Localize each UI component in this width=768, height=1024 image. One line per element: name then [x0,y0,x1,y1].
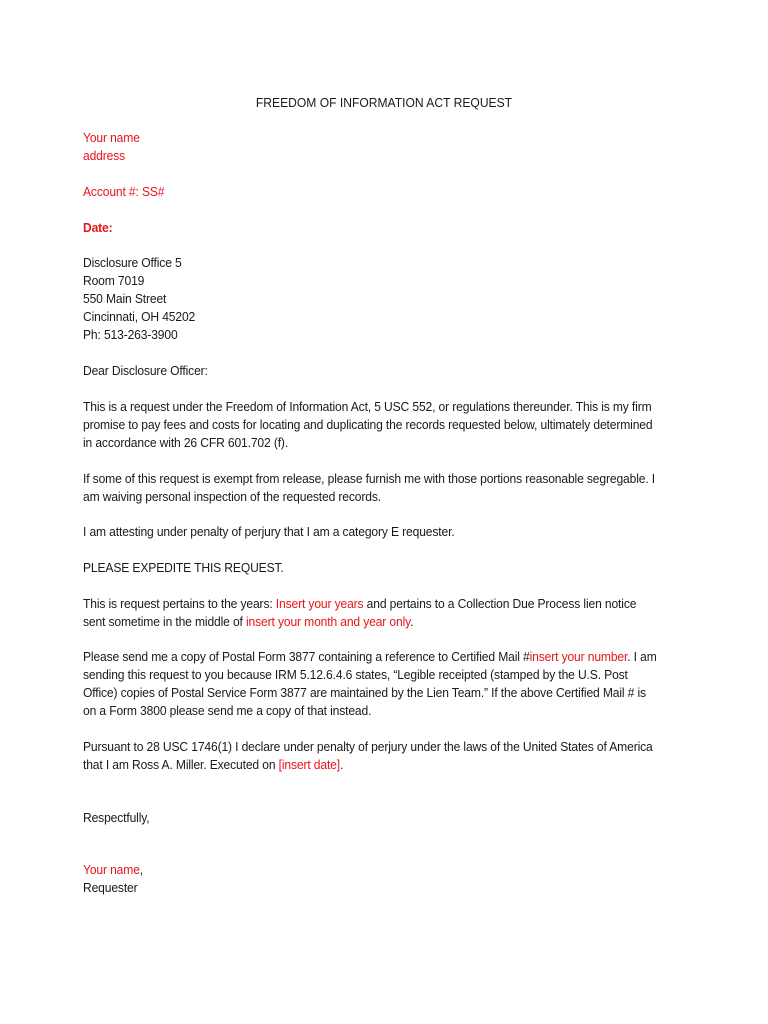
date-placeholder: [insert date] [278,757,340,772]
postal-text: . I am [627,649,657,664]
signature-comma: , [139,862,144,877]
declaration-text: . [339,757,344,772]
paragraph-attest: I am attesting under penalty of perjury that I am a category E requester. [83,524,455,539]
month-year-placeholder: insert your month and year only [246,614,411,629]
recipient-line-city: Cincinnati, OH 45202 [83,309,196,324]
paragraph-postal-line: sending this request to you because IRM 5.12.6.4.6 states, “Legible receipted (stamped by the U.S. Post [83,667,628,682]
paragraph-exempt-line: If some of this request is exempt from release, please furnish me with those portions reasonable segregable. I [83,471,656,486]
paragraph-years-line [83,613,413,631]
declaration-text: that I am Ross A. Miller. Executed on [83,757,279,772]
closing: Respectfully, [83,810,150,825]
paragraph-declaration-line [83,756,343,774]
document-title: FREEDOM OF INFORMATION ACT REQUEST [255,95,513,110]
date-label: Date: [83,220,113,235]
signature-role: Requester [83,880,138,895]
certified-number-placeholder: insert your number [529,649,628,664]
month-text: sent sometime in the middle of [83,614,247,629]
month-text: . [410,614,414,629]
sender-name: Your name [83,130,140,145]
salutation: Dear Disclosure Officer: [83,363,208,378]
recipient-line-room: Room 7019 [83,273,145,288]
signature-name-placeholder: Your name [83,862,140,877]
years-text: This is request pertains to the years: [83,596,276,611]
account-number: Account #: SS# [83,184,165,199]
sender-address: address [83,148,126,163]
recipient-line-office: Disclosure Office 5 [83,255,182,270]
paragraph-years-line [83,595,636,613]
paragraph-request-line: This is a request under the Freedom of Information Act, 5 USC 552, or regulations thereunder. This is my firm [83,399,652,414]
signature-name [83,861,143,879]
recipient-line-street: 550 Main Street [83,291,167,306]
paragraph-request-line: promise to pay fees and costs for locating and duplicating the records requested below, ultimately determined [83,417,653,432]
paragraph-postal-line: on a Form 3800 please send me a copy of that instead. [83,703,372,718]
paragraph-exempt-line: am waiving personal inspection of the requested records. [83,489,381,504]
recipient-line-phone: Ph: 513-263-3900 [83,327,178,342]
paragraph-declaration-line: Pursuant to 28 USC 1746(1) I declare under penalty of perjury under the laws of the United States of America [83,739,653,754]
years-text: and pertains to a Collection Due Process lien notice [363,596,637,611]
paragraph-request-line: in accordance with 26 CFR 601.702 (f). [83,435,289,450]
paragraph-expedite: PLEASE EXPEDITE THIS REQUEST. [83,560,284,575]
years-placeholder: Insert your years [275,596,364,611]
postal-text: Please send me a copy of Postal Form 3877 containing a reference to Certified Mail # [83,649,530,664]
paragraph-postal-line [83,648,657,666]
paragraph-postal-line: Office) copies of Postal Service Form 3877 are maintained by the Lien Team.” If the above Certified Mail # is [83,685,646,700]
